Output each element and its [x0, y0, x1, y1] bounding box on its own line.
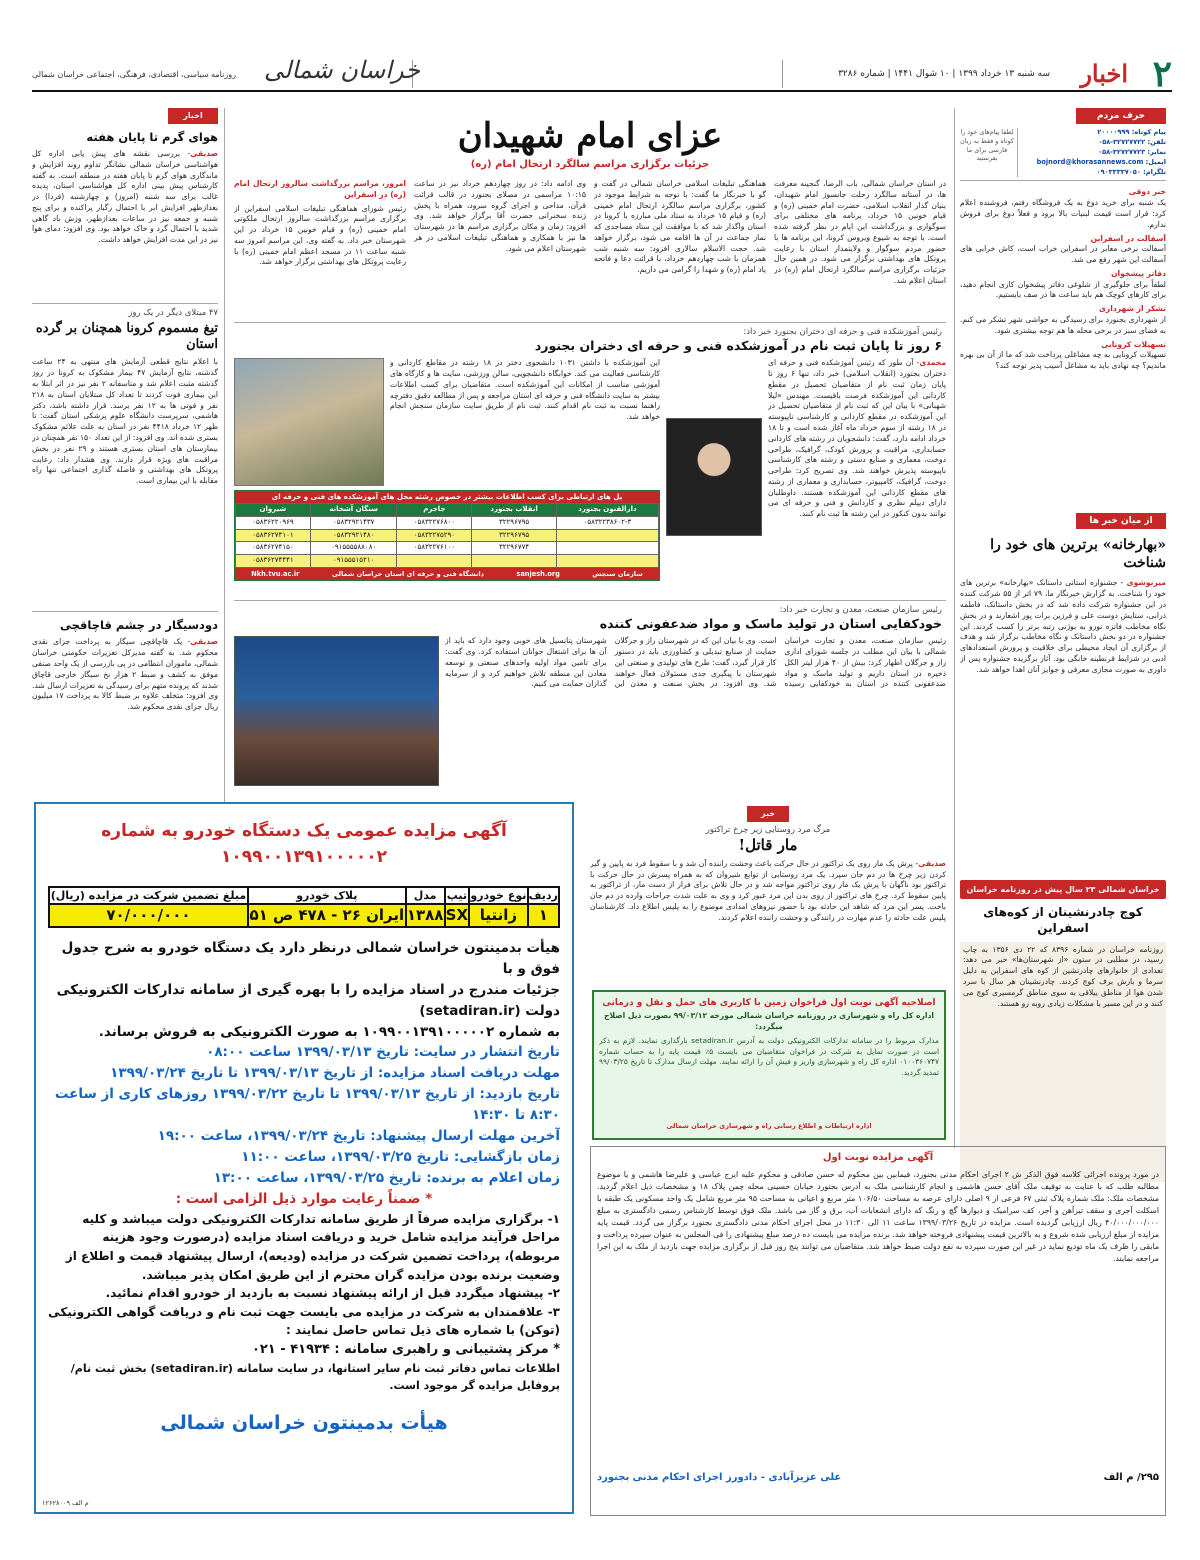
- from-news-body: میرنوشوی - جشنواره استانی داستانک «بهارخانه» برترین های خود را شناخت. به گزارش خبرنگار ما، ۷۹ اثر از ۵۵ شرکت کننده در این جشنواره شرکت داده شد که در بخش داستانک، فاطمه ذرابی، ستایش دوست علی و فرزین برات پور اشعارند و در بخش نگاه مخاطب فاتزه نورو به بوژنی رتبه برتر را کسب کردند. این جشنواره در دو بخش داستانک و نگاه مخاطب برگزار شد و هدف از برگزاری آن ایجاد محیطی برای خلاقیت و پرورش استعدادهای ادبی در شرایط قرنطینه خانگی بود. آثار برگزیده جشنواره پس از داوری به صورت مجازی معرفی و جوایز آنان اهدا خواهد شد.: [960, 578, 1166, 674]
- smuggler-body: صدیقی- یک قاچاقچی سیگار به پرداخت جزای نقدی محکوم شد. به گفته مدیرکل تعزیرات حکومتی خراسان شمالی، ماموران انتظامی در پی بازرسی از یک واحد صنفی موفق به کشف و ضبط ۲ هزار نخ سیگار خارجی قاچاق شدند که پرونده متهم برای رسیدگی به تعزیرات ارسال شد. وی افزود: متخلف علاوه بر ضبط کالا به پرداخت ۱۷ میلیون ریال جزای نقدی محکوم شد.: [32, 637, 218, 712]
- history-body: روزنامه خراسان در شماره ۸۳۹۶ که ۲۲ دی ۱۳۵۶ به چاپ رسید، در مطلبی در ستون «از شهرستان‌ها» خبر می دهد: تعدادی از خانوارهای چادرنشین از کوه های اسفراین به دلیل سرما و بارش برف کوچ کردند. چادرنشینان هر سال با سرد شدن هوا از مناطق ییلاقی به سوی مناطق گرمسیری کوچ می کنند و در این مسیر با مشکلات زیادی روبه رو هستند.: [960, 942, 1166, 1182]
- table-cell: [556, 542, 658, 555]
- voice-item-title: دفاتر پیشخوان: [1111, 268, 1166, 278]
- table-caption: پل های ارتباطی برای کسب اطلاعات بیشتر در خصوص رشته محل های آموزشکده های فنی و حرفه ای: [235, 491, 659, 503]
- contact-telegram: تلگرام: ۰۹۰۳۳۳۳۷۰۵۰: [1096, 167, 1166, 176]
- auction-line: * ضمناً رعایت موارد ذیل الزامی است :: [175, 1190, 433, 1207]
- contact-sms: پیام کوتاه: ۲۰۰۰۰۹۹۹: [1097, 128, 1166, 136]
- table-header: سنگان آشخانه: [310, 504, 397, 517]
- article-text: آن طور که رئیس آموزشکده فنی و حرفه ای دختران بجنورد (انقلاب اسلامی) خبر داد، تنها ۶ روز تا پایان زمان ثبت نام از متقاضیان تحصیل در مقطع کاردانی این آموزشکده فرصت باقیست. مهندس «لیلا شهبانی» با بیان این که ثبت نام از متقاضیان تحصیل در این آموزشکده در مقطع کاردانی و کارشناسی ناپیوسته در ۱۸ رشته از سوم خرداد ماه آغاز شده است و تا ۱۸ خرداد ادامه دارد، گفت: دانشجویان در رشته های کاردانی حسابداری، مراقبت و پرورش کودک، گرافیک، طراحی دوخت، معماری و صنایع دستی و رشته های کارشناسی ناپیوسته پذیرش خواهند شد. وی تصریح کرد: طراحی دوخت، گرافیک، کامپیوتر، حسابداری و معماری از رشته های مقطع کاردانی این آموزشکده هستند. داوطلبان دارای دیپلم نظری و کاردانش و فنی و حرفه ای می توانند بدون کنکور در این رشته ها ثبت نام کنند.: [768, 358, 946, 519]
- smuggler-title: دودسیگار در چشم قاچاقچی: [59, 618, 218, 633]
- contact-table: [234, 490, 660, 580]
- left-news-column: [32, 108, 218, 808]
- college-right: [234, 358, 660, 588]
- tractor-body: صدیقی- پرش یک مار روی یک تراکتور در حال حرکت باعث وحشت راننده آن شد و با سقوط فرد به پایین و گیر کردن زیر چرخ ها در دم جان سپرد. یک مرد روستایی از توابع شیروان که به همراه پسرش در حال حرکت با تراکتور بود ناگهان با پرش یک مار روی تراکتور مواجه شد و در حال تلاش برای فرار از دست مار، از تراکتور به پایین سقوط کرد. چرخ های تراکتور از روی بدن این مرد عبور کرد و وی به علت شدت جراحات وارده در دم جان باخت. پسر این مرد که شاهد این حادثه بود با حضور نیروهای امدادی موضوع را به پلیس اطلاع داد. کارشناسان پلیس علت حادثه را عدم مهارت در رانندگی و وحشت راننده اعلام کردند.: [590, 858, 946, 922]
- footer-item: سازمان سنجش: [592, 569, 643, 578]
- weather-title: هوای گرم تا پایان هفته: [86, 130, 218, 144]
- table-header: شیروان: [236, 504, 311, 517]
- covid-body: با اعلام نتایج قطعی آزمایش های منتهی به ۲۴ ساعت گذشته، نتایج آزمایش ۴۷ بیمار مشکوک به کرونا در روز گذشته مثبت اعلام شد و متاسفانه ۲ نفر نیز در اثر ابتلا به این بیماری فوت کردند تا تعداد کل مبتلایان استان به ۲۱۸ نفر و فوتی ها به ۱۲ نفر برسد. قرار داشته باشد، دکتر هاشمی، سرپرست دانشگاه علوم پزشکی استان گفت: تا ظهر ۱۲ خرداد ۴۴۱۸ نفر در استان به علت علائم مشکوک بستری شده اند. وی افزود: از این تعداد ۱۵۰ نفر همچنان در بیمارستان های استان بستری هستند و ۲۹ نفر در بخش مراقبت های ویژه قرار دارند. وی هشدار داد: رعایت پروتکل های بهداشتی و فاصله گذاری اجتماعی تنها راه مقابله با این بیماری است.: [32, 357, 218, 486]
- college-top: [234, 358, 660, 486]
- contact-list: [1022, 128, 1166, 177]
- masks-kicker: رئیس سازمان صنعت، معدن و تجارت خبر داد:: [779, 605, 942, 615]
- table-row: [236, 554, 659, 567]
- auction-code: م الف ۱۲۶۲۸۰۰۹: [42, 1499, 89, 1508]
- table-cell: ۰۵۸۳۲۲۳۸۶۰۲-۳: [556, 516, 658, 529]
- college-contacts-table: [235, 503, 659, 567]
- masks-content: [234, 636, 946, 786]
- byline: میرنوشوی: [1126, 578, 1166, 588]
- table-cell: ۰۵۸۳۶۲۷۴۱۰۱: [236, 529, 311, 542]
- article-text: بررسی نقشه های پیش یابی اداره کل هواشناسی خراسان شمالی نشانگر تداوم روند افزایش و ماندگاری هوای گرم تا پایان هفته در منطقه است. به گفته کارشناس پیش بینی اداره کل هواشناسی استان، پدیده غالب برای سه شنبه (امروز) و چهارشنبه (فردا) در بعدازظهر افزایش ابر با احتمال رگبار پراکنده و برای پنج شنبه و جمعه نیز در ساعات بعدازظهر، وزش باد گاهی شدید با احتمال گرد و خاک خواهد بود. وی افزود: دمای هوا نیز در این مدت افزایش خواهد داشت.: [32, 148, 218, 245]
- table-header: دارالقنون بجنورد: [556, 504, 658, 517]
- auction-cell: ۱: [528, 904, 559, 927]
- tractor-kicker: مرگ مرد روستایی زیر چرخ تراکتور: [705, 825, 831, 835]
- people-voice-header: حرف مردم: [1076, 108, 1166, 124]
- auction-ad-title: آگهی مزایده عمومی یک دستگاه خودرو به شماره ۱۰۹۹۰۰۱۳۹۱۰۰۰۰۰۲: [101, 821, 507, 867]
- table-cell: ۳۲۲۹۶۷۹۵: [472, 529, 557, 542]
- lead-subheading: امروز، مراسم بزرگداشت سالروز ارتحال امام (ره) در اسفراین: [234, 179, 406, 199]
- contact-note: لطفا پیام‌های خود را کوتاه و فقط به زبان فارسی برای ما بفرستید: [960, 128, 1018, 177]
- correction-sign: اداره ارتباطات و اطلاع رسانی راه و شهرسازی خراسان شمالی: [666, 1122, 872, 1131]
- auction-header: ردیف: [528, 887, 559, 904]
- divider: [32, 611, 218, 612]
- auction-table: [48, 886, 560, 928]
- footer-item: دانشگاه فنی و حرفه ای استان خراسان شمالی: [331, 569, 484, 578]
- auction-cell: زانتیا: [469, 904, 527, 927]
- table-cell: [397, 554, 472, 567]
- article-text: یک قاچاقچی سیگار به پرداخت جزای نقدی محکوم شد. به گفته مدیرکل تعزیرات حکومتی خراسان شمالی، ماموران انتظامی در پی بازرسی از یک واحد صنفی موفق به کشف و ضبط ۲ هزار نخ سیگار خارجی قاچاق شدند که پرونده متهم برای رسیدگی به تعزیرات ارسال شد. وی افزود: متخلف علاوه بر ضبط کالا به پرداخت ۱۷ میلیون ریال جزای نقدی محکوم شد.: [32, 637, 218, 712]
- table-cell: ۰۵۸۳۲۲۷۶۱۰۰: [397, 542, 472, 555]
- people-voice-list: [960, 187, 1166, 507]
- masthead-divider: [782, 60, 783, 88]
- tractor-story: [590, 806, 946, 986]
- auction-header: مبلغ تضمین شرکت در مزایده (ریال): [49, 887, 248, 904]
- byline: صدیقی: [918, 858, 946, 868]
- table-cell: ۰۵۸۳۶۲۷۴۴۴۱: [236, 554, 311, 567]
- correction-title: اصلاحیه آگهی نوبت اول فراخوان زمین با کاربری های حمل و نقل و درمانی: [602, 998, 936, 1008]
- from-news-header: از میان خبر ها: [1076, 513, 1166, 529]
- auction-line: مهلت دریافت اسناد مزایده: از تاریخ ۱۳۹۹/۰۳/۱۳ تا تاریخ ۱۳۹۹/۰۳/۲۴: [110, 1065, 560, 1082]
- auction-line: زمان اعلام به برنده: تاریخ ۱۳۹۹/۰۳/۲۵، ساعت ۱۳:۰۰: [213, 1170, 560, 1186]
- court-auction-title: آگهی مزایده نوبت اول: [822, 1152, 934, 1163]
- table-row: [236, 516, 659, 529]
- auction-cell: ۱۳۸۸: [406, 904, 445, 927]
- auction-cell: ۷۰/۰۰۰/۰۰۰: [49, 904, 248, 927]
- meeting-photo: [234, 636, 439, 786]
- table-cell: ۳۲۲۹۶۷۹۵: [472, 516, 557, 529]
- college-story: [234, 322, 946, 598]
- court-auction-notice: [590, 1146, 1166, 1516]
- portrait-photo: [666, 418, 762, 536]
- college-body-2: این آموزشکده با داشتن ۱۰۳۱ دانشجوی دختر در ۱۸ رشته در مقاطع کاردانی و کارشناسی فعالیت می کند. خوابگاه دانشجویی، سالن ورزشی، سایت ها و کارگاه های آموزشی مناسب از امکانات این آموزشکده است. متقاضیان برای کسب اطلاعات بیشتر به سایت دانشگاه فنی و حرفه ای استان مراجعه و پس از مطالعه دقیق دفترچه راهنما نسبت به ثبت نام اقدام کنند. ثبت نام از طریق سایت سازمان سنجش انجام خواهد شد.: [390, 358, 660, 422]
- college-content: [234, 358, 946, 588]
- correction-subtitle: اداره کل راه و شهرسازی در روزنامه خراسان شمالی مورخه ۹۹/۰۳/۱۲ بصورت ذیل اصلاح میگردد:: [604, 1011, 934, 1031]
- college-kicker: رئیس آموزشکده فنی و حرفه ای دختران بجنورد خبر داد:: [743, 327, 942, 337]
- article-text: جشنواره استانی داستانک «بهارخانه» برترین های خود را شناخت. به گزارش خبرنگار ما، ۷۹ اثر از ۵۵ شرکت کننده در این جشنواره شرکت داده شد که در بخش داستانک، فاطمه ذرابی، ستایش دوست علی و فرزین برات پور اشعارند و در بخش نگاه مخاطب فاتزه نورو به بوژنی رتبه برتر را کسب کردند. این جشنواره در دو بخش داستانک و نگاه مخاطب برگزار شد و هدف از برگزاری آن ایجاد محیطی برای خلاقیت و پرورش استعدادهای ادبی در شرایط قرنطینه خانگی بود. آثار برگزیده جشنواره پس از داوری به صورت مجازی معرفی و جوایز آنان اهدا خواهد شد.: [960, 578, 1166, 674]
- auction-line: زمان بازگشایی: تاریخ ۱۳۹۹/۰۳/۲۵، ساعت ۱۱:۰۰: [241, 1149, 560, 1166]
- history-title: کوچ چادرنشینان از کوه‌های اسفراین: [983, 905, 1143, 936]
- contact-email: ایمیل: bojnord@khorasannews.com: [1036, 157, 1166, 166]
- divider: [32, 303, 218, 304]
- section-title: اخبار: [1080, 59, 1128, 88]
- table-header: انقلاب بجنورد: [472, 504, 557, 517]
- contact-phone: تلفن: ۳۲۷۲۷۷۲۲-۰۵۸: [1098, 137, 1166, 146]
- lead-col-2: هماهنگی تبلیغات اسلامی خراسان شمالی در گفت و گو با خبرنگار ما گفت: با توجه به شرایط موجود در کشور، برگزاری مراسم سالگرد ارتحال امام خمینی (ره) و قیام ۱۵ خرداد به ستاد ملی مبارزه با کرونا در استان واگذار شد که با موافقت این ستاد مساجدی که نماز جماعت در آن ها اقامه می شود، برگزار خواهد شد. حجت الاسلام سالاری افزود: سه شنبه شب همزمان با شب چهاردهم خرداد، با قرائت دعا و فاتحه یاد امام (ره) و شهدا را گرامی می داریم.: [594, 179, 766, 275]
- article-text: پرش یک مار روی یک تراکتور در حال حرکت باعث وحشت راننده آن شد و با سقوط فرد به پایین و گیر کردن زیر چرخ ها در دم جان سپرد. یک مرد روستایی از توابع شیروان که به همراه پسرش در حال حرکت با تراکتور بود ناگهان با پرش یک مار روی تراکتور مواجه شد و در حال تلاش برای فرار از دست مار، از تراکتور به پایین سقوط کرد. چرخ های تراکتور از روی بدن این مرد عبور کرد و وی به علت شدت جراحات وارده در دم جان باخت. پسر این مرد که شاهد این حادثه بود با حضور نیروهای امدادی موضوع را به پلیس اطلاع داد. کارشناسان پلیس علت حادثه را عدم مهارت در رانندگی و وحشت راننده اعلام کردند.: [590, 858, 946, 922]
- newspaper-logo: خراسان شمالی: [264, 56, 421, 84]
- voice-item-title: تشکر از شهرداری: [1098, 304, 1166, 314]
- table-row: [236, 529, 659, 542]
- lead-text: رئیس شورای هماهنگی تبلیغات اسلامی اسفراین از برگزاری مراسم بزرگداشت سالروز ارتحال ملکوتی امام خمینی (ره) و قیام خونین ۱۵ خرداد در این شهرستان خبر داد. به گفته وی، این مراسم امروز سه شنبه ساعت ۱۱ در مسجد اعظم امام خمینی (ره) با رعایت پروتکل های بهداشتی برگزار خواهد شد.: [234, 203, 406, 267]
- footer-item: sanjesh.org: [516, 569, 560, 578]
- college-photo: [234, 358, 384, 486]
- voice-item-text: یک شنبه برای خرید دوغ به یک فروشگاه رفتم، فروشنده اعلام کرد: قرار است قیمت لبنیات بالا برود و فعلاً دوغ برای فروش ندارم.: [960, 198, 1166, 229]
- table-cell: ۰۹۱۵۵۵۱۵۲۱۰: [310, 554, 397, 567]
- lead-subtitle: جزئیات برگزاری مراسم سالگرد ارتحال امام (ره): [470, 159, 710, 170]
- contact-fax: نمابر: ۳۲۷۲۷۷۲۳-۰۵۸: [1098, 147, 1166, 156]
- table-footer: [235, 568, 659, 580]
- lead-col-1: در استان خراسان شمالی، باب الرضا، گنجینه معرفت ها، در آستانه سالگرد رحلت جانسوز امام شهیدان، بنیان گذار انقلاب اسلامی، حضرت امام خمینی (ره) و قیام خونین ۱۵ خرداد، برنامه های مختلفی برای سوگواری و بزرگداشت این ایام در نظر گرفته شده است. با توجه به شیوع ویروس کرونا، این برنامه ها با حضور مردم سوگوار و ولایتمدار استان با رعایت پروتکل های بهداشتی برگزار می شود. در همین حال جزئیات برگزاری مراسم سالگرد ارتحال امام (ره) در استان اعلام شد.: [774, 179, 946, 286]
- column-rule: [954, 108, 955, 1148]
- history-header: خراسان شمالی ۲۳ سال پیش در روزنامه خراسان: [960, 880, 1166, 899]
- voice-item-title: تسهیلات کرونایی: [1101, 339, 1166, 349]
- court-auction-body: در مورد پرونده اجرائی کلاسه فوق الذکر ش ۲ اجرای احکام مدنی بجنورد، فیمابین بین محکوم له حسن صادقی و محکوم علیه ایرج عباسی و علیرضا هاشمی و یا موضوع مطالبه طلب که با عنایت به توقیف ملک آقای حسن هاشمی و انجام کارشناسی ملک به آدرس بجنورد خیابان حسینی محله چمن پلاک ۱۸ و مشخصات ذیل اعلام گردید. مشخصات ملک: ملک شماره پلاک ثبتی ۶۷ فرعی از ۹ اصلی دارای عرصه به مساحت ۱۰۶/۵۰ متر مربع و اعیانی به مساحت ۹۵ متر مربع شامل یک واحد مسکونی یک طبقه با اسکلت آجری و سقف تیرآهن و آجر، کف سرامیک و دیوارها گچ و رنگ که دارای انشعابات آب، برق و گاز می باشد. ملک فوق توسط کارشناس رسمی دادگستری به مبلغ ۴۰/۰۰۰/۰۰۰/۰۰۰ ریال ارزیابی گردیده است. مزایده در تاریخ ۱۳۹۹/۰۳/۲۶ ساعت ۱۱ الی ۱۱:۳۰ در محل اجرای احکام مدنی دادگستری بجنورد برگزار می گردد. قیمت پایه مزایده از مبلغ ارزیابی شده شروع و به بالاترین قیمت پیشنهادی فروخته خواهد شد. برنده مزایده می بایست ده درصد مبلغ پیشنهادی را فی المجلس به عنوان سپرده پرداخت و مابقی را ظرف یک ماه تودیع نماید در غیر این صورت سپرده به نفع دولت ضبط خواهد شد. متقاضیان می توانند پنج روز قبل از برگزاری مزایده جهت بازدید از ملک به این اجرا مراجعه نمایند.: [597, 1169, 1159, 1264]
- table-cell: [556, 529, 658, 542]
- auction-line: اطلاعات تماس دفاتر ثبت نام سایر استانها، در سایت سامانه (setadiran.ir) بخش ثبت نام/پروفایل مزایده گر موجود است.: [70, 1362, 560, 1393]
- auction-row: [49, 904, 559, 927]
- auction-line: ۱- برگزاری مزایده صرفاً از طریق سامانه تدارکات الکترونیکی دولت میباشد و کلیه مراحل فرآیند مزایده شامل خرید و دریافت اسناد مزایده (درصورت وجود هزینه مربوطه)، پرداخت تضمین شرکت در مزایده (ودیعه)، ارسال پیشنهاد قیمت و اطلاع از وضعیت برنده بودن مزایده گران محترم از این طریق امکان پذیر میباشد.: [65, 1211, 560, 1282]
- table-cell: ۰۵۸۳۶۲۲۰۹۶۹: [236, 516, 311, 529]
- byline: صدیقی: [190, 148, 218, 158]
- voice-item-text: آسفالت برخی معابر در اسفراین خراب است، کاش خرابی های آسفالت این شهر رفع می شد.: [960, 244, 1166, 265]
- lead-story: [234, 108, 946, 318]
- voice-item-title: خبر دوقی: [1128, 187, 1166, 197]
- tractor-header: خبر: [747, 806, 789, 822]
- court-auction-code: ۲۹۵/ م الف: [1103, 1471, 1159, 1483]
- auction-header: مدل: [406, 887, 445, 904]
- auction-cell: SX: [445, 904, 470, 927]
- contact-box: [960, 128, 1166, 181]
- voice-item-text: لطفاً برای جلوگیری از شلوغی دفاتر پیشخوان کاری انجام دهید، برای کارهای کوچک هم باید ساعت ها در صف بایستیم.: [960, 279, 1166, 300]
- table-cell: [556, 554, 658, 567]
- byline: صدیقی: [190, 637, 218, 647]
- lead-col-4: [234, 179, 406, 314]
- voice-item-text: تسهیلات کرونایی به چه مشاغلی پرداخت شد که ما از آن بی بهره ماندیم؟ چه نهادی باید به مشاغل آسیب پذیر توجه کند؟: [960, 350, 1166, 371]
- voice-item-title: آسفالت در اسفراین: [1090, 233, 1166, 243]
- college-body: محمدی- آن طور که رئیس آموزشکده فنی و حرفه ای دختران بجنورد (انقلاب اسلامی) خبر داد، تنها ۶ روز تا پایان زمان ثبت نام از متقاضیان تحصیل در مقطع کاردانی این آموزشکده فرصت باقیست. مهندس «لیلا شهبانی» با بیان این که ثبت نام از متقاضیان تحصیل در این آموزشکده در مقطع کاردانی و کارشناسی ناپیوسته در ۱۸ رشته از سوم خرداد ماه آغاز شده است و تا ۱۸ خرداد ادامه دارد، گفت: دانشجویان در رشته های کاردانی حسابداری، مراقبت و پرورش کودک، گرافیک، طراحی دوخت، معماری و صنایع دستی و رشته های کارشناسی ناپیوسته پذیرش خواهند شد. وی تصریح کرد: طراحی دوخت، گرافیک، کامپیوتر، حسابداری و معماری از رشته های مقطع کاردانی این آموزشکده هستند. داوطلبان دارای دیپلم نظری و کاردانش و فنی و حرفه ای می توانند بدون کنکور در این رشته ها ثبت نام کنند.: [768, 358, 946, 519]
- lead-col-3: وی ادامه داد: در روز چهاردهم خرداد نیز در ساعت ۱۰:۱۵ مراسمی در مصلای بجنورد در قالب قرائت قرآن، مداحی و اجرای گروه سرود، همراه با پخش زنده سخنرانی حضرت آقا برگزار خواهد شد. وی افزود: زمان و مکان برگزاری مراسم ها در شهرستان ها نیز با همکاری و هماهنگی تبلیغات اسلامی در هر شهرستان اعلام می شود.: [414, 179, 586, 253]
- auction-line: ۳- علاقمندان به شرکت در مزایده می بایست جهت ثبت نام و دریافت گواهی الکترونیکی (توکن) با شماره های ذیل تماس حاصل نمایند :: [48, 1304, 560, 1338]
- covid-title: تیغ مسموم کرونا همچنان بر گرده استان: [35, 320, 218, 353]
- auction-header: پلاک خودرو: [248, 887, 406, 904]
- table-cell: ۰۵۸۳۲۹۲۱۴۳۷: [310, 516, 397, 529]
- table-cell: ۰۵۸۳۲۹۲۱۴۸۰: [310, 529, 397, 542]
- auction-line: ۲- پیشنهاد میگردد قبل از ارائه پیشنهاد نسبت به بازدید از خودرو اقدام نمائید.: [105, 1286, 560, 1301]
- auction-line: تاریخ بازدید: از تاریخ ۱۳۹۹/۰۳/۱۳ تا تاریخ ۱۳۹۹/۰۳/۲۲ روزهای کاری از ساعت ۸:۳۰ تا ۱۴:۳۰: [54, 1086, 560, 1124]
- covid-kicker: ۴۷ مبتلای دیگر در یک روز: [128, 307, 218, 318]
- from-news-title: «بهارخانه» برترین های خود را شناخت: [990, 537, 1166, 571]
- court-auction-footer: [597, 1471, 1159, 1485]
- table-cell: ۰۵۸۳۶۲۷۴۱۵۰: [236, 542, 311, 555]
- table-header: جاجرم: [397, 504, 472, 517]
- college-title: ۶ روز تا پایان ثبت نام در آموزشکده فنی و حرفه ای دختران بجنورد: [534, 338, 942, 354]
- weather-body: صدیقی- بررسی نقشه های پیش یابی اداره کل هواشناسی خراسان شمالی نشانگر تداوم روند افزایش و ماندگاری هوای گرم تا پایان هفته در منطقه است. به گفته کارشناس پیش بینی اداره کل هواشناسی استان، پدیده غالب برای سه شنبه (امروز) و چهارشنبه (فردا) در بعدازظهر افزایش ابر با احتمال رگبار پراکنده و برای پنج شنبه و جمعه نیز در ساعات بعدازظهر، وزش باد گاهی شدید با احتمال گرد و خاک خواهد بود. وی افزود: دمای هوا نیز در این مدت افزایش خواهد داشت.: [32, 148, 218, 245]
- lead-title: عزای امام شهیدان: [457, 116, 723, 156]
- tractor-title: مار قاتل!: [738, 836, 798, 855]
- masthead: [32, 53, 1172, 95]
- table-cell: ۰۹۱۵۵۵۵۸۸۰۸۰: [310, 542, 397, 555]
- masks-story: [234, 600, 946, 800]
- lead-columns: [234, 179, 946, 314]
- newspaper-tagline: روزنامه سیاسی، اقتصادی، فرهنگی، اجتماعی خراسان شمالی: [32, 70, 236, 79]
- byline: محمدی: [919, 358, 946, 368]
- masks-body: رئیس سازمان صنعت، معدن و تجارت خراسان شمالی با بیان این مطلب در جلسه شورای اداری راز و جرگلان اظهار کرد: بیش از ۴۰ هزار لیتر الکل ذخیره در استان داریم و تولید ماسک و مواد ضدعفونی کننده در استان به خودکفایی رسیده است. وی با بیان این که در شهرستان راز و جرگلان حمایت از صنایع تبدیلی و کشاورزی باید در دستور کار قرار گیرد، گفت: طرح های تولیدی و صنعتی این شهرستان با پیگیری جدی مسئولان فعال خواهند شد. وی افزود: در بخش صنعت و معدن این شهرستان پتانسیل های خوبی وجود دارد که باید از آن ها برای اشتغال جوانان استفاده کرد. وی گفت: برای تامین مواد اولیه واحدهای صنعتی و توسعه معادن این منطقه تلاش خواهیم کرد و از سرمایه گذاران حمایت می کنیم.: [445, 636, 946, 689]
- auction-details: [48, 938, 560, 1408]
- table-cell: ۰۵۸۳۲۲۷۶۸۰۰: [397, 516, 472, 529]
- correction-notice: [592, 990, 946, 1140]
- auction-ad: [34, 802, 574, 1514]
- auction-signature: هیأت بدمینتون خراسان شمالی: [160, 1411, 448, 1434]
- table-cell: ۰۵۸۳۲۲۷۵۲۹۰: [397, 529, 472, 542]
- auction-header: تیپ: [445, 887, 470, 904]
- auction-line: آخرین مهلت ارسال پیشنهاد: تاریخ ۱۳۹۹/۰۳/۲۴، ساعت ۱۹:۰۰: [157, 1128, 560, 1145]
- court-auction-signature: علی عزیزآبادی - دادورز اجرای احکام مدنی بجنورد: [597, 1471, 842, 1483]
- auction-header: نوع خودرو: [469, 887, 527, 904]
- column-rule: [224, 108, 225, 808]
- table-cell: [472, 554, 557, 567]
- news-header: اخبار: [168, 108, 218, 124]
- right-sidebar: [960, 108, 1166, 1148]
- correction-body: مدارک مربوط را در سامانه تدارکات الکترونیکی دولت به آدرس setadiran.ir بارگذاری نمایند. لازم به ذکر است در صورت تمایل به شرکت در فراخوان متقاضیان می بایست ۵٪ قیمت پایه را به حساب شماره ۰۱۰۰۳۶۰۷۴۷ اداره کل راه و شهرسازی واریز و فیش آن را ارائه نمایند. مهلت ارسال مدارک تا تاریخ ۹۹/۰۳/۲۵ تمدید گردید.: [599, 1036, 939, 1077]
- voice-item-text: از شهرداری بجنورد برای رسیدگی به حواشی شهر تشکر می کنم. به فضای سبز در برخی محله ها هم توجه بیشتری شود.: [960, 315, 1166, 335]
- auction-line: تاریخ انتشار در سایت: تاریخ ۱۳۹۹/۰۳/۱۳ ساعت ۰۸:۰۰: [206, 1044, 560, 1061]
- auction-line: به شماره ۱۰۹۹۰۰۱۳۹۱۰۰۰۰۰۲ به صورت الکترونیکی به فروش برساند.: [98, 1023, 560, 1040]
- table-row: [236, 542, 659, 555]
- page-number: ۲: [1152, 53, 1172, 95]
- table-cell: ۳۲۲۹۶۷۷۴: [472, 542, 557, 555]
- auction-line: * مرکز پشتیبانی و راهبری سامانه : ۴۱۹۳۴ - ۰۲۱: [251, 1342, 560, 1357]
- auction-line: هیأت بدمینتون خراسان شمالی درنظر دارد یک دستگاه خودرو به شرح جدول فوق و با: [61, 939, 560, 977]
- dateline: سه شنبه ۱۳ خرداد ۱۳۹۹ | ۱۰ شوال ۱۴۴۱ | شماره ۳۲۸۶: [838, 69, 1050, 79]
- footer-item: Nkh.tvu.ac.ir: [251, 569, 300, 578]
- masks-title: خودکفایی استان در تولید ماسک و مواد ضدعفونی کننده: [599, 616, 942, 632]
- auction-line: جزئیات مندرج در اسناد مزایده را با بهره گیری از سامانه تدارکات الکترونیکی دولت (setadiran.ir): [56, 981, 560, 1019]
- auction-cell: ایران ۲۶ - ۴۷۸ ص ۵۱: [248, 904, 406, 927]
